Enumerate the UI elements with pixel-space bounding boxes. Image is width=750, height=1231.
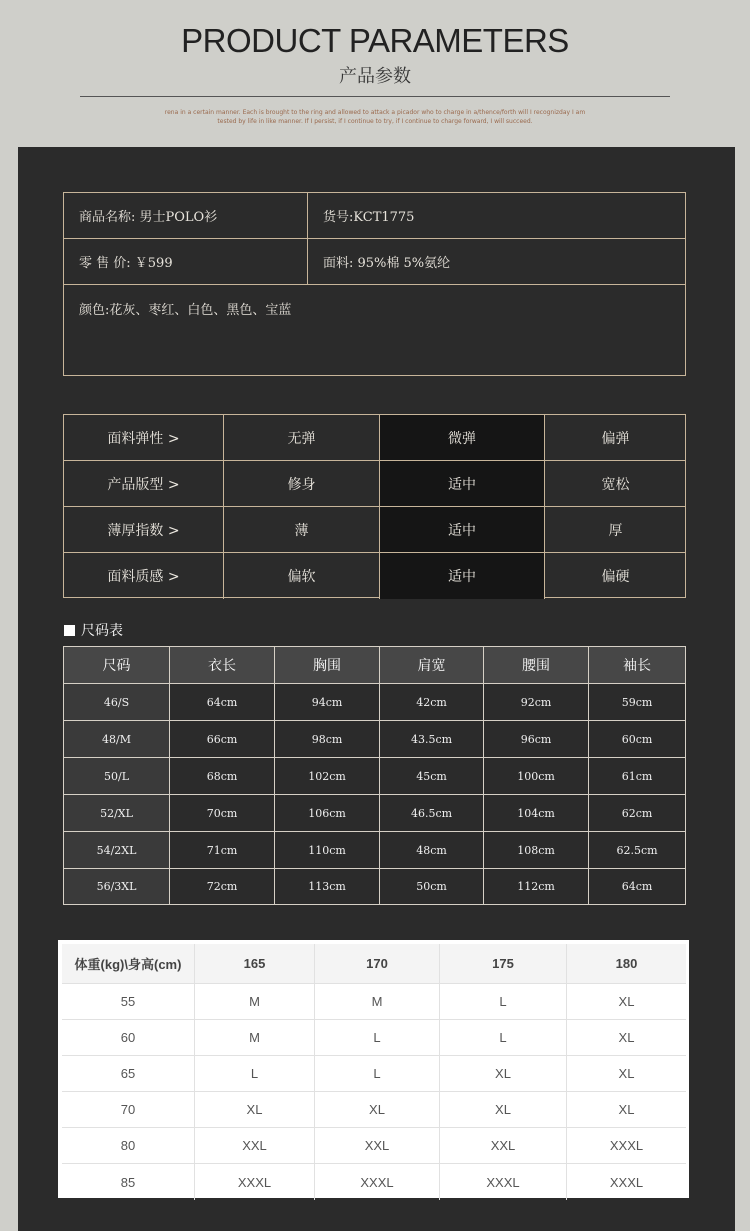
size-value: 98cm — [275, 721, 380, 758]
size-chart-table — [63, 646, 686, 905]
weight-label: 60 — [62, 1020, 195, 1056]
recommended-size: XL — [195, 1092, 315, 1128]
size-value: 43.5cm — [380, 721, 484, 758]
size-value: 64cm — [170, 684, 275, 721]
size-value: 72cm — [170, 869, 275, 904]
recommended-size: XXXL — [315, 1164, 440, 1200]
recommended-size: XL — [440, 1092, 567, 1128]
tagline-line-2: tested by life in like manner. If I persist, if I continue to try, if I continue to charge forward, I will succeed. — [217, 118, 533, 125]
weight-label: 85 — [62, 1164, 195, 1200]
size-value: 46.5cm — [380, 795, 484, 832]
recommended-size: XL — [567, 1056, 686, 1092]
recommended-size: XXL — [440, 1128, 567, 1164]
size-label: 52/XL — [64, 795, 170, 832]
recommended-size: XXXL — [609, 1174, 644, 1190]
recommended-size: XL — [315, 1092, 440, 1128]
size-value: 61cm — [589, 758, 685, 795]
weight-label: 65 — [62, 1056, 195, 1092]
attribute-label: 薄厚指数 > — [64, 507, 224, 553]
recommended-size: M — [195, 1020, 315, 1056]
size-chart-header: 尺码 — [64, 647, 170, 684]
product-colors: 颜色:花灰、枣红、白色、黑色、宝蓝 — [79, 302, 292, 318]
size-value: 96cm — [484, 721, 589, 758]
info-row — [64, 193, 685, 239]
page-title: PRODUCT PARAMETERS — [181, 22, 569, 59]
size-value: 100cm — [484, 758, 589, 795]
product-fabric: 面料: 95%棉 5%氨纶 — [323, 256, 451, 271]
attribute-option: 宽松 — [545, 461, 686, 507]
recommended-size: XL — [440, 1056, 567, 1092]
recommended-size: M — [195, 984, 315, 1020]
weight-label: 80 — [62, 1128, 195, 1164]
weight-label: 70 — [62, 1092, 195, 1128]
recommended-size: L — [315, 1056, 440, 1092]
size-value: 102cm — [275, 758, 380, 795]
size-value: 62.5cm — [589, 832, 685, 869]
recommended-size: XXL — [315, 1128, 440, 1164]
attribute-option-selected: 适中 — [380, 507, 545, 553]
size-label: 46/S — [64, 684, 170, 721]
product-sku: 货号:KCT1775 — [323, 210, 415, 225]
recommended-size: L — [440, 1020, 567, 1056]
recommend-header: 体重(kg)\身高(cm) — [62, 944, 195, 984]
tagline — [0, 108, 750, 126]
size-value: 71cm — [170, 832, 275, 869]
size-chart-header: 肩宽 — [380, 647, 484, 684]
attribute-label: 产品版型 > — [64, 461, 224, 507]
recommend-header: 165 — [195, 944, 315, 984]
product-info-table — [63, 192, 686, 376]
info-row — [64, 239, 685, 285]
product-name: 商品名称: 男士POLO衫 — [79, 210, 218, 225]
attribute-option: 厚 — [545, 507, 686, 553]
recommended-size: XL — [567, 1020, 686, 1056]
recommend-header: 175 — [440, 944, 567, 984]
size-value: 48cm — [380, 832, 484, 869]
square-bullet-icon — [64, 625, 75, 636]
attribute-table — [63, 414, 686, 598]
size-value: 94cm — [275, 684, 380, 721]
attribute-option: 修身 — [224, 461, 380, 507]
page-subtitle: 产品参数 — [339, 66, 411, 87]
recommend-header: 180 — [567, 944, 686, 984]
attribute-option: 偏硬 — [601, 569, 630, 585]
recommended-size: L — [195, 1056, 315, 1092]
recommended-size: M — [315, 984, 440, 1020]
size-value: 70cm — [170, 795, 275, 832]
attribute-option: 偏软 — [224, 553, 380, 599]
size-value: 113cm — [275, 869, 380, 904]
size-value: 59cm — [589, 684, 685, 721]
size-value: 42cm — [380, 684, 484, 721]
size-value: 50cm — [380, 869, 484, 904]
size-value: 60cm — [589, 721, 685, 758]
size-value: 92cm — [484, 684, 589, 721]
size-value: 104cm — [484, 795, 589, 832]
info-row — [64, 285, 685, 375]
attribute-option: 薄 — [224, 507, 380, 553]
attribute-option-selected: 适中 — [380, 461, 545, 507]
size-value: 106cm — [275, 795, 380, 832]
size-chart-header: 袖长 — [589, 647, 685, 684]
recommended-size: L — [440, 984, 567, 1020]
product-price: 零 售 价: ￥599 — [79, 256, 173, 271]
attribute-option-selected: 微弹 — [380, 415, 545, 461]
size-value: 108cm — [484, 832, 589, 869]
size-value: 64cm — [621, 880, 653, 893]
attribute-option: 无弹 — [224, 415, 380, 461]
recommended-size: L — [315, 1020, 440, 1056]
size-value: 62cm — [589, 795, 685, 832]
recommend-header: 170 — [315, 944, 440, 984]
header — [0, 0, 750, 147]
divider — [80, 96, 670, 97]
size-chart-header: 腰围 — [484, 647, 589, 684]
recommended-size: XXXL — [567, 1128, 686, 1164]
size-chart-header: 衣长 — [170, 647, 275, 684]
size-chart-header: 胸围 — [275, 647, 380, 684]
size-value: 45cm — [380, 758, 484, 795]
size-label: 48/M — [64, 721, 170, 758]
recommended-size: XL — [567, 984, 686, 1020]
attribute-label: 面料质感 > — [64, 553, 224, 599]
size-value: 110cm — [275, 832, 380, 869]
attribute-option: 偏弹 — [545, 415, 686, 461]
size-label: 56/3XL — [64, 869, 170, 904]
size-chart-heading — [64, 620, 123, 640]
recommended-size: XXXL — [195, 1164, 315, 1200]
recommended-size: XXXL — [440, 1164, 567, 1200]
size-value: 68cm — [170, 758, 275, 795]
weight-label: 55 — [62, 984, 195, 1020]
size-label: 50/L — [64, 758, 170, 795]
size-label: 54/2XL — [64, 832, 170, 869]
attribute-label: 面料弹性 > — [64, 415, 224, 461]
tagline-line-1: rena in a certain manner. Each is brought to the ring and allowed to attack a picador who to charge in a/thence/forth will I recognizday I am — [164, 109, 586, 116]
size-value: 66cm — [170, 721, 275, 758]
size-chart-title: 尺码表 — [81, 623, 123, 639]
attribute-option-selected: 适中 — [380, 553, 545, 599]
recommended-size: XXL — [195, 1128, 315, 1164]
size-recommendation-table — [58, 940, 689, 1198]
recommended-size: XL — [567, 1092, 686, 1128]
size-value: 112cm — [484, 869, 589, 904]
